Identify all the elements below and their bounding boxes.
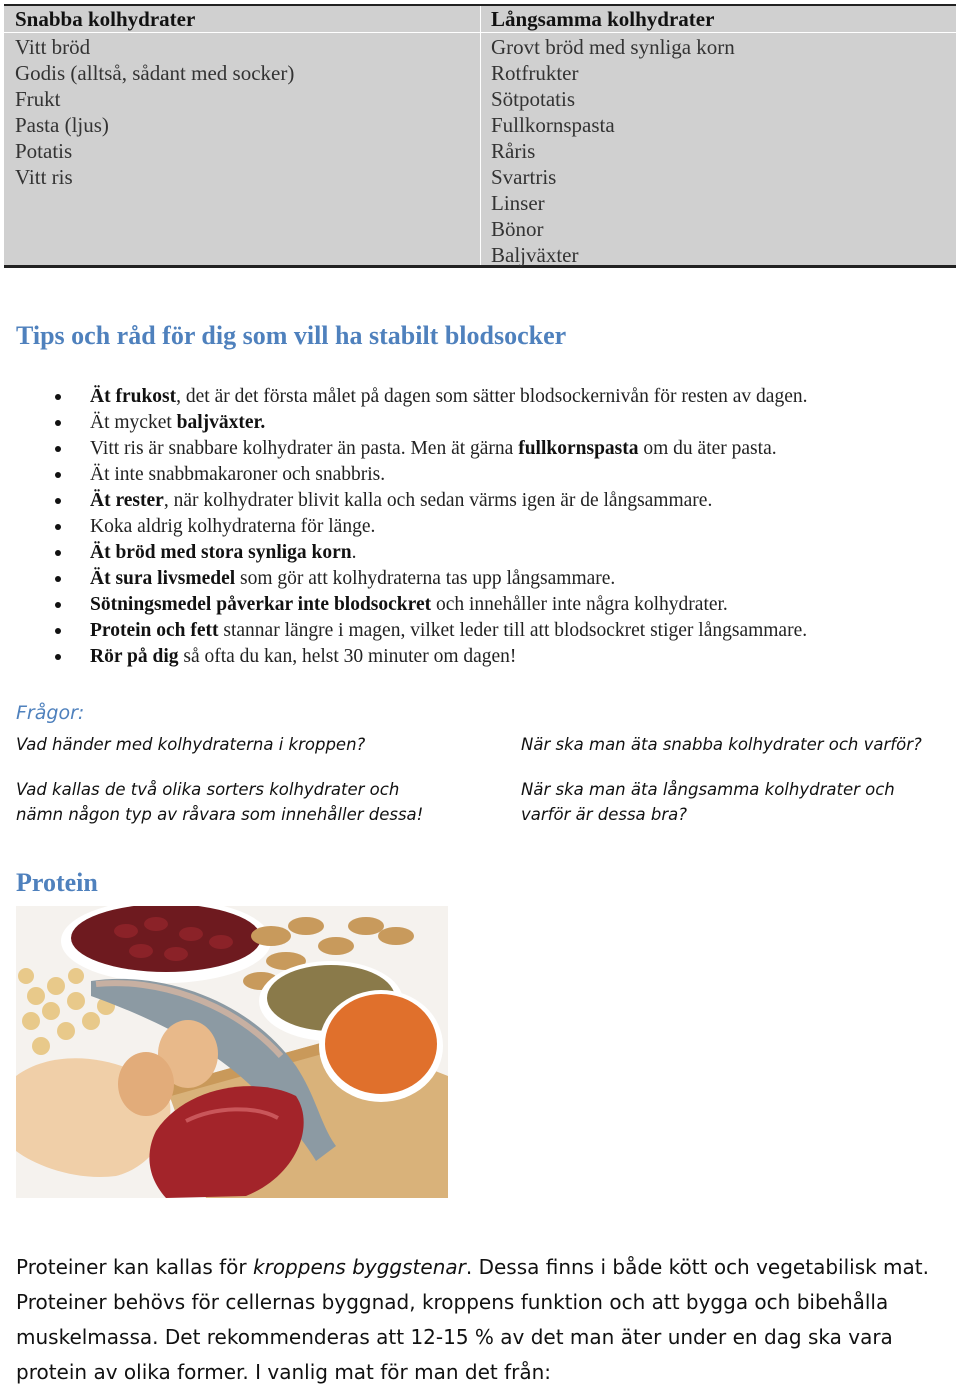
tip-text: så ofta du kan, helst 30 minuter om dagen! [178, 646, 517, 667]
bullet-icon [55, 602, 61, 608]
question-2-line: Vad kallas de två olika sorters kolhydrater och [16, 780, 400, 799]
slow-carb-item: Grovt bröd med synliga korn [491, 35, 735, 59]
paragraph-text: Proteiner kan kallas för [16, 1255, 254, 1279]
protein-foods-illustration [16, 906, 448, 1198]
question-3: När ska man äta snabba kolhydrater och varför? [521, 735, 922, 754]
tips-list [0, 384, 960, 670]
tip-item [0, 384, 960, 410]
slow-carbs-column [481, 6, 956, 265]
slow-carb-item: Svartris [491, 165, 557, 189]
question-2 [16, 777, 423, 827]
tip-bold: Protein och fett [90, 620, 219, 641]
question-4-line: När ska man äta långsamma kolhydrater och [521, 780, 895, 799]
bullet-icon [55, 394, 61, 400]
bullet-icon [55, 628, 61, 634]
tip-bold: Ät sura livsmedel [90, 568, 236, 589]
fast-carbs-list [4, 33, 480, 190]
bullet-icon [55, 446, 61, 452]
tip-text: som gör att kolhydraterna tas upp långsammare. [235, 568, 616, 589]
slow-carbs-header: Långsamma kolhydrater [481, 6, 956, 33]
protein-foods-image [16, 906, 448, 1198]
slow-carb-item: Rotfrukter [491, 61, 579, 85]
slow-carb-item: Råris [491, 139, 536, 163]
tip-item [0, 462, 960, 488]
carbohydrate-table [4, 4, 956, 268]
tip-bold: Ät frukost [90, 386, 177, 407]
question-4 [521, 777, 895, 827]
bullet-icon [55, 654, 61, 660]
fast-carbs-column [4, 6, 481, 265]
fast-carb-item: Pasta (ljus) [15, 113, 109, 137]
bullet-icon [55, 524, 61, 530]
tip-bold: Rör på dig [90, 646, 179, 667]
slow-carb-item: Bönor [491, 217, 544, 241]
fast-carbs-header: Snabba kolhydrater [4, 6, 480, 33]
tip-item [0, 566, 960, 592]
tip-item [0, 644, 960, 670]
questions-heading: Frågor: [16, 702, 85, 724]
tip-item [0, 488, 960, 514]
slow-carb-item: Sötpotatis [491, 87, 576, 111]
tip-bold: Ät bröd med stora synliga korn [90, 542, 352, 563]
tip-item [0, 540, 960, 566]
slow-carbs-list [481, 33, 956, 268]
tip-text: Vitt ris är snabbare kolhydrater än pasta. Men ät gärna [90, 438, 519, 459]
fast-carb-item: Godis (alltså, sådant med socker) [15, 61, 295, 85]
tip-bold: fullkornspasta [518, 438, 639, 459]
tip-item [0, 514, 960, 540]
tip-text: , när kolhydrater blivit kalla och sedan värms igen är de långsammare. [163, 490, 713, 511]
bullet-icon [55, 576, 61, 582]
paragraph-text: . Dessa finns i både kött och vegetabilisk mat. Proteiner behövs för cellernas byggnad, kroppens funktion och att bygga och bibehålla muskelmassa. Det rekommenderas att 12-15 % av det man äter under en dag ska vara protein av olika former. I vanlig mat för man det från: [16, 1255, 929, 1384]
bullet-icon [55, 472, 61, 478]
protein-heading: Protein [16, 868, 98, 897]
tip-text: stannar längre i magen, vilket leder till att blodsockret stiger långsammare. [218, 620, 808, 641]
tips-heading: Tips och råd för dig som vill ha stabilt blodsocker [16, 321, 567, 350]
protein-paragraph [16, 1250, 946, 1390]
tip-item [0, 618, 960, 644]
tip-text: Ät mycket [90, 412, 177, 433]
fast-carb-item: Potatis [15, 139, 73, 163]
tip-text: , det är det första målet på dagen som sätter blodsockernivån för resten av dagen. [176, 386, 808, 407]
question-1: Vad händer med kolhydraterna i kroppen? [16, 735, 366, 754]
bullet-icon [55, 498, 61, 504]
fast-carb-item: Frukt [15, 87, 61, 111]
slow-carb-item: Linser [491, 191, 545, 215]
tip-item [0, 436, 960, 462]
bullet-icon [55, 550, 61, 556]
tip-bold: baljväxter. [176, 412, 266, 433]
tip-text: Ät inte snabbmakaroner och snabbris. [90, 464, 386, 485]
slow-carb-item: Fullkornspasta [491, 113, 615, 137]
fast-carb-item: Vitt bröd [15, 35, 91, 59]
tip-text: Koka aldrig kolhydraterna för länge. [90, 516, 376, 537]
tip-bold: Ät rester [90, 490, 164, 511]
tip-item [0, 592, 960, 618]
tip-bold: Sötningsmedel påverkar inte blodsockret [90, 594, 432, 615]
slow-carb-item: Baljväxter [491, 243, 579, 267]
question-4-line: varför är dessa bra? [521, 805, 688, 824]
tip-item [0, 410, 960, 436]
paragraph-italic: kroppens byggstenar [253, 1255, 466, 1279]
tip-text: och innehåller inte några kolhydrater. [431, 594, 728, 615]
tip-text: om du äter pasta. [638, 438, 777, 459]
fast-carb-item: Vitt ris [15, 165, 73, 189]
bullet-icon [55, 420, 61, 426]
tip-text: . [351, 542, 357, 563]
question-2-line: nämn någon typ av råvara som innehåller dessa! [16, 805, 424, 824]
